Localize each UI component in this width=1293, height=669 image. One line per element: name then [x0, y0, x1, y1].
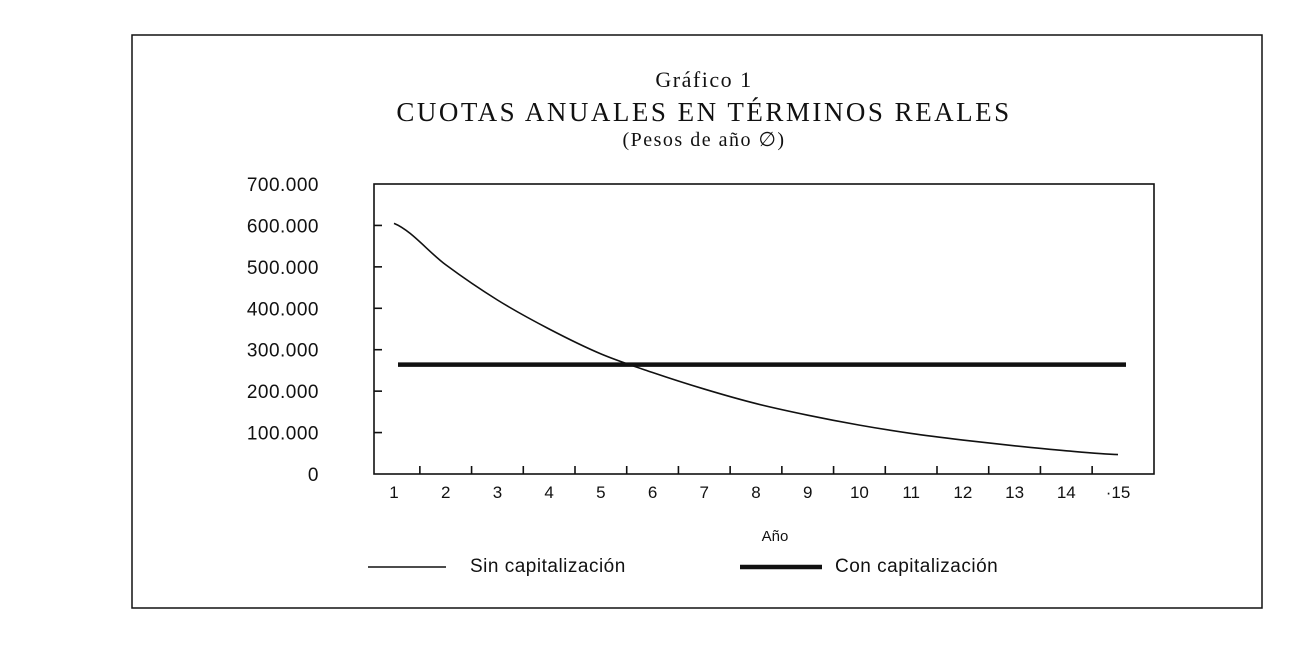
legend: [368, 556, 998, 577]
x-axis-label: Año: [761, 528, 789, 545]
x-tick-label: 12: [953, 483, 973, 502]
chart-title: CUOTAS ANUALES EN TÉRMINOS REALES: [396, 97, 1012, 127]
series-line-0: [394, 223, 1118, 454]
y-axis: [247, 175, 382, 486]
figure-label: Gráfico 1: [655, 67, 753, 92]
x-tick-label: 4: [544, 483, 554, 502]
x-tick-label: 2: [440, 483, 451, 502]
x-tick-label: ·15: [1105, 483, 1131, 502]
x-tick-label: 9: [802, 483, 813, 502]
y-tick-label: 700.000: [246, 175, 319, 196]
x-axis: [389, 466, 1130, 502]
y-tick-label: 500.000: [246, 257, 319, 279]
x-tick-label: 8: [751, 483, 761, 502]
y-tick-label: 100.000: [246, 423, 319, 445]
x-tick-label: 13: [1005, 483, 1025, 502]
y-tick-label: 600.000: [246, 216, 319, 238]
y-tick-label: 400.000: [246, 299, 319, 321]
y-tick-label: 300.000: [246, 340, 319, 362]
x-tick-label: 14: [1056, 483, 1076, 502]
x-tick-label: 10: [849, 483, 869, 502]
y-tick-label: 200.000: [246, 382, 319, 404]
x-tick-label: 7: [699, 483, 710, 502]
legend-label-con-capitalizacion: Con capitalización: [835, 556, 999, 577]
x-tick-label: 5: [596, 483, 606, 502]
legend-label-sin-capitalizacion: Sin capitalización: [470, 556, 626, 577]
x-tick-label: 6: [647, 483, 658, 502]
series-layer: [394, 223, 1126, 454]
plot-area: [374, 184, 1154, 474]
chart-subtitle: (Pesos de año ∅): [622, 129, 786, 151]
x-tick-label: 3: [492, 483, 503, 502]
x-tick-label: 1: [389, 483, 399, 502]
x-tick-label: 11: [902, 483, 920, 502]
y-tick-label: 0: [307, 465, 319, 486]
